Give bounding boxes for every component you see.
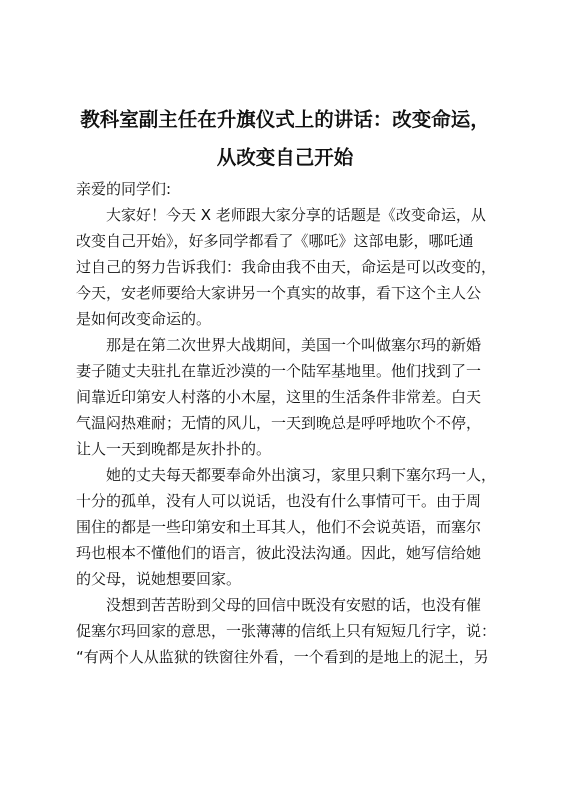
document-body (76, 176, 500, 670)
body-text-line: 促塞尔玛回家的意思，一张薄薄的信纸上只有短短几行字，说： (76, 622, 497, 640)
body-text-line: 十分的孤单，没有人可以说话，也没有什么事情可干。由于周 (76, 492, 482, 510)
body-text-line: “有两个人从监狱的铁窗往外看，一个看到的是地上的泥土，另 (76, 648, 489, 666)
body-text-line: 没想到苦苦盼到父母的回信中既没有安慰的话，也没有催 (106, 596, 482, 614)
body-text-line: 气温闷热难耐；无情的风儿，一天到晚总是呼呼地吹个不停， (76, 414, 482, 432)
body-text-line: 亲爱的同学们: (76, 180, 172, 198)
body-text-line: 那是在第二次世界大战期间，美国一个叫做塞尔玛的新婚 (106, 336, 482, 354)
body-text-line: 是如何改变命运的。 (76, 310, 212, 328)
body-text-line: 间靠近印第安人村落的小木屋，这里的生活条件非常差。白天 (76, 388, 482, 406)
body-text-line: 大家好！今天 X 老师跟大家分享的话题是《改变命运，从 (106, 206, 486, 224)
body-text-line: 今天，安老师要给大家讲另一个真实的故事，看下这个主人公 (76, 284, 482, 302)
body-text-line: 围住的都是一些印第安和土耳其人，他们不会说英语，而塞尔 (76, 518, 482, 536)
body-text-line: 她的丈夫每天都要奉命外出演习，家里只剩下塞尔玛一人， (106, 466, 497, 484)
body-text-line: 过自己的努力告诉我们：我命由我不由天，命运是可以改变的， (76, 258, 497, 276)
body-text-line: 玛也根本不懂他们的语言，彼此没法沟通。因此，她写信给她 (76, 544, 482, 562)
document-title-line-1: 教科室副主任在升旗仪式上的讲话：改变命运， (80, 108, 490, 131)
body-text-line: 妻子随丈夫驻扎在靠近沙漠的一个陆军基地里。他们找到了一 (76, 362, 482, 380)
body-text-line: 的父母，说她想要回家。 (76, 570, 242, 588)
document-title-line-2: 从改变自己开始 (216, 146, 354, 169)
body-text-line: 让人一天到晚都是灰扑扑的。 (76, 440, 272, 458)
body-text-line: 改变自己开始》，好多同学都看了《哪吒》这部电影，哪吒通 (76, 232, 474, 250)
